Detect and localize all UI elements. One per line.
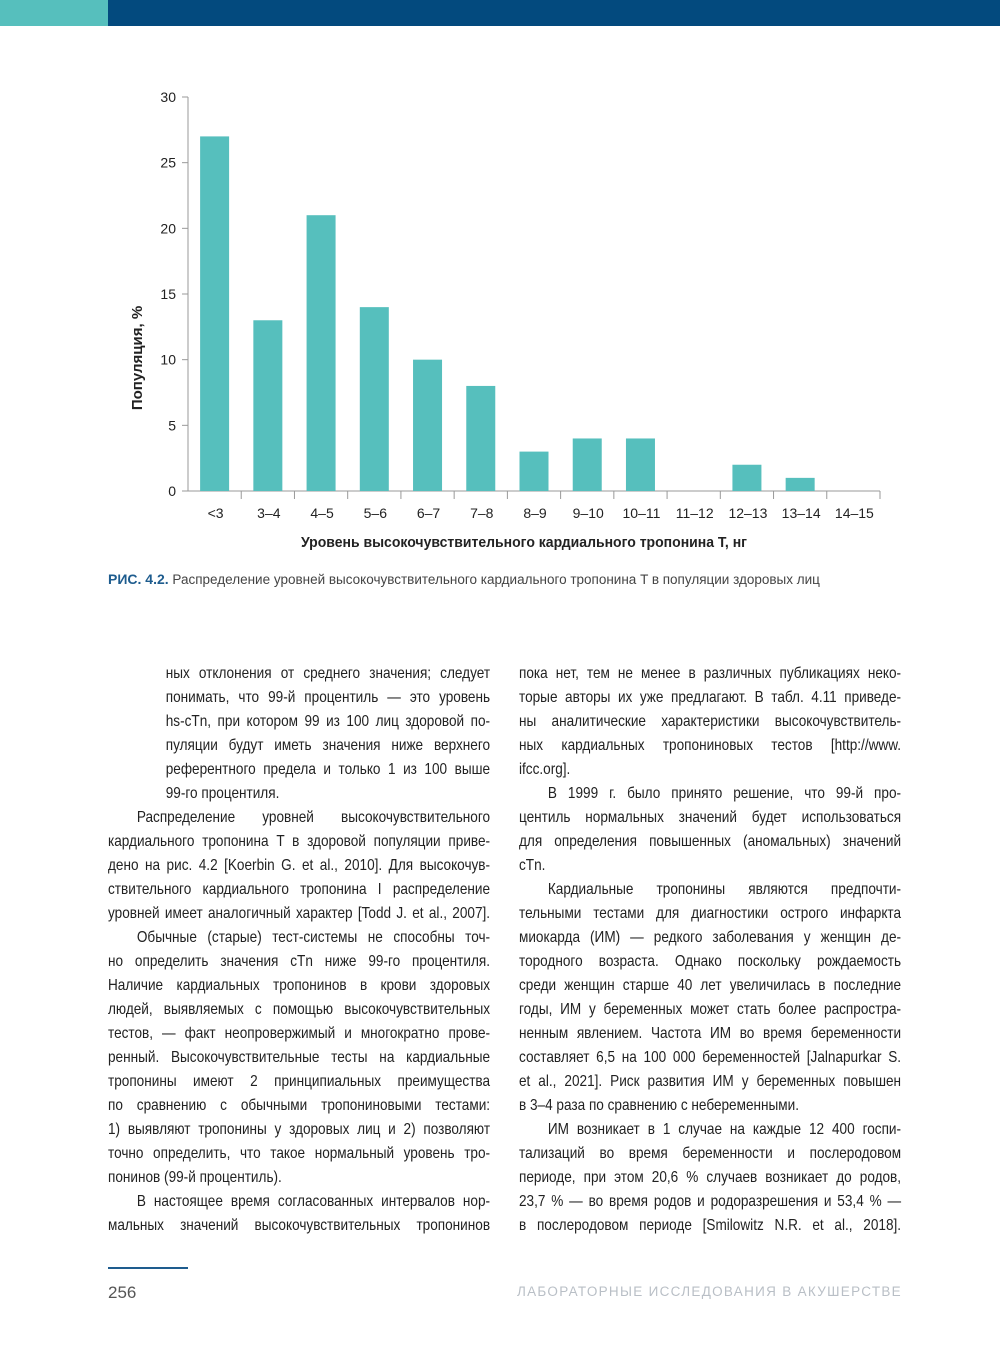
text-line: миокарда (ИМ) — редкого заболевания у женщин де- bbox=[519, 929, 902, 946]
paragraph bbox=[108, 1190, 490, 1238]
paragraph bbox=[108, 926, 490, 1190]
x-axis bbox=[188, 491, 880, 521]
figure-label: РИС. 4.2. bbox=[108, 571, 169, 587]
text-line: для определения повышенных (аномальных) значений bbox=[519, 833, 902, 850]
text-line: Кардиальные тропонины являются предпочти- bbox=[547, 881, 902, 898]
text-line: hs-cTn, при котором 99 из 100 лиц здоровой по- bbox=[165, 713, 491, 730]
text-line: тропонины имеют 2 принципиальных преимущества bbox=[108, 1073, 491, 1090]
text-line: Обычные (старые) тест-системы не способны точ- bbox=[136, 929, 491, 946]
text-line: 1) выявляют тропонины у здоровых лиц и 2) позволяют bbox=[108, 1121, 491, 1138]
x-tick-label: 10–11 bbox=[622, 505, 661, 521]
x-tick-label: 12–13 bbox=[728, 505, 768, 521]
text-line: среди женщин старше 40 лет увеличилась в последние bbox=[519, 977, 902, 994]
paragraph bbox=[519, 782, 901, 878]
text-line: ренный. Высокочувствительные тесты на кардиальные bbox=[108, 1049, 491, 1066]
text-line: тородного возраста. Однако поскольку рождаемость bbox=[519, 953, 902, 970]
bar-3–4 bbox=[253, 320, 282, 491]
paragraph bbox=[108, 806, 490, 926]
text-line: в 3–4 раза по сравнению с небеременными. bbox=[519, 1097, 799, 1114]
text-line: et al., 2021]. Риск развития ИМ у беременных повышен bbox=[519, 1073, 902, 1090]
bar-12–13 bbox=[732, 465, 761, 491]
paragraph bbox=[519, 878, 901, 1118]
text-line: 99-го процентиля. bbox=[165, 785, 280, 802]
text-line: ных кардиальных тропониновых тестов [http://www. bbox=[519, 737, 902, 754]
x-tick-label: 3–4 bbox=[257, 505, 281, 521]
text-line: мальных значений высокочувствительных тропонинов bbox=[108, 1217, 491, 1234]
x-tick-label: 5–6 bbox=[363, 505, 387, 521]
x-tick-label: 9–10 bbox=[572, 505, 604, 521]
bar-7–8 bbox=[466, 386, 495, 491]
text-line: пока нет, тем не менее в различных публикациях неко- bbox=[519, 665, 902, 682]
text-line: 23,7 % — во время родов и родоразрешения и 53,4 % — bbox=[519, 1193, 902, 1210]
text-line: людей, выявляемых с помощью высокочувствительных bbox=[108, 1001, 491, 1018]
paragraph bbox=[519, 1118, 901, 1238]
text-line: годы, ИМ у беременных может стать более распростра- bbox=[519, 1001, 902, 1018]
text-line: референтного предела и только 1 из 100 выше bbox=[165, 761, 491, 778]
y-axis bbox=[160, 89, 188, 499]
bars bbox=[200, 136, 815, 491]
header-bar bbox=[108, 0, 1000, 26]
x-tick-label: 6–7 bbox=[416, 505, 441, 521]
text-line: В настоящее время согласованных интервалов нор- bbox=[136, 1193, 491, 1210]
x-tick-label: <3 bbox=[207, 505, 224, 521]
text-line: тализаций во время беременности и послеродовом bbox=[519, 1145, 902, 1162]
troponin-distribution-chart bbox=[0, 80, 1000, 560]
text-line: В 1999 г. было принято решение, что 99-й про- bbox=[547, 785, 902, 802]
text-line: дено на рис. 4.2 [Koerbin G. et al., 2010]. Для высокочув- bbox=[108, 857, 491, 874]
text-line: Наличие кардиальных тропонинов в крови здоровых bbox=[108, 977, 491, 994]
y-tick-label: 0 bbox=[168, 483, 176, 499]
text-line: пуляции будут иметь значения ниже верхнего bbox=[165, 737, 491, 754]
text-line: ны аналитические характеристики высокочувствитель- bbox=[519, 713, 902, 730]
text-line: ных отклонения от среднего значения; следует bbox=[165, 665, 491, 682]
bar-8–9 bbox=[520, 452, 549, 491]
paragraph bbox=[108, 662, 490, 806]
text-line: тельными тестами для диагностики острого инфаркта bbox=[519, 905, 902, 922]
text-line: ИМ возникает в 1 случае на каждые 12 400 госпи- bbox=[547, 1121, 902, 1138]
header-accent-bar bbox=[0, 0, 108, 26]
text-line: тестов, — факт неопровержимый и многократно прове- bbox=[108, 1025, 491, 1042]
y-tick-label: 30 bbox=[160, 89, 176, 105]
text-line: составляет 6,5 на 100 000 беременностей [Jalnapurkar S. bbox=[519, 1049, 902, 1066]
text-line: понинов (99-й процентиль). bbox=[108, 1169, 282, 1186]
y-axis-label: Популяция, % bbox=[129, 305, 146, 411]
x-tick-label: 7–8 bbox=[470, 505, 494, 521]
x-tick-label: 11–12 bbox=[675, 505, 714, 521]
bar-6–7 bbox=[413, 360, 442, 491]
x-axis-label: Уровень высокочувствительного кардиального тропонина T, нг bbox=[301, 534, 747, 551]
page-number: 256 bbox=[108, 1283, 137, 1302]
text-line: ifcc.org]. bbox=[519, 761, 571, 778]
text-line: кардиального тропонина T в здоровой популяции приве- bbox=[108, 833, 491, 850]
y-tick-label: 20 bbox=[160, 220, 176, 237]
y-tick-label: 10 bbox=[160, 351, 176, 368]
text-line: по сравнению с обычными тропониновыми тестами: bbox=[108, 1097, 491, 1114]
figure-caption bbox=[108, 569, 868, 590]
text-line: центиль нормальных значений будет использоваться bbox=[519, 809, 902, 826]
bar-9–10 bbox=[573, 438, 602, 491]
text-line: торые авторы их уже предлагают. В табл. 4.11 приведе- bbox=[519, 689, 902, 706]
y-tick-label: 15 bbox=[160, 286, 176, 302]
running-title: ЛАБОРАТОРНЫЕ ИССЛЕДОВАНИЯ В АКУШЕРСТВЕ bbox=[516, 1284, 902, 1299]
text-line: cTn. bbox=[519, 857, 546, 874]
text-line: точно определить, что такое нормальный уровень тро- bbox=[108, 1145, 491, 1162]
text-line: понимать, что 99-й процентиль — это уровень bbox=[165, 689, 491, 706]
bar-<3 bbox=[200, 136, 229, 491]
paragraph bbox=[519, 662, 901, 782]
text-line: ствительного кардиального тропонина I распределение bbox=[108, 881, 491, 898]
text-line: в послеродовом периоде [Smilowitz N.R. et al., 2018]. bbox=[519, 1217, 902, 1234]
text-line: периоде, при этом 20,6 % случаев возникает до родов, bbox=[519, 1169, 902, 1186]
bar-4–5 bbox=[307, 215, 336, 491]
x-tick-label: 14–15 bbox=[834, 505, 874, 521]
y-tick-label: 5 bbox=[168, 417, 176, 434]
x-tick-label: 4–5 bbox=[310, 505, 334, 521]
x-tick-label: 13–14 bbox=[781, 505, 821, 521]
y-tick-label: 25 bbox=[160, 154, 176, 171]
x-tick-label: 8–9 bbox=[523, 505, 547, 521]
text-line: Распределение уровней высокочувствительного bbox=[136, 809, 491, 826]
bar-13–14 bbox=[786, 478, 815, 491]
figure-caption-text: Распределение уровней высокочувствительного кардиального тропонина T в популяции здоровых лиц bbox=[172, 572, 820, 587]
text-column-left bbox=[108, 662, 490, 1238]
text-line: ненным явлением. Частота ИМ во время беременности bbox=[519, 1025, 902, 1042]
text-line: уровней имеет аналогичный характер [Todd J. et al., 2007]. bbox=[108, 905, 491, 922]
footer-rule bbox=[108, 1267, 188, 1269]
text-line: но определить значения cTn ниже 99-го процентиля. bbox=[108, 953, 491, 970]
text-column-right bbox=[519, 662, 901, 1238]
bar-10–11 bbox=[626, 438, 655, 491]
bar-5–6 bbox=[360, 307, 389, 491]
